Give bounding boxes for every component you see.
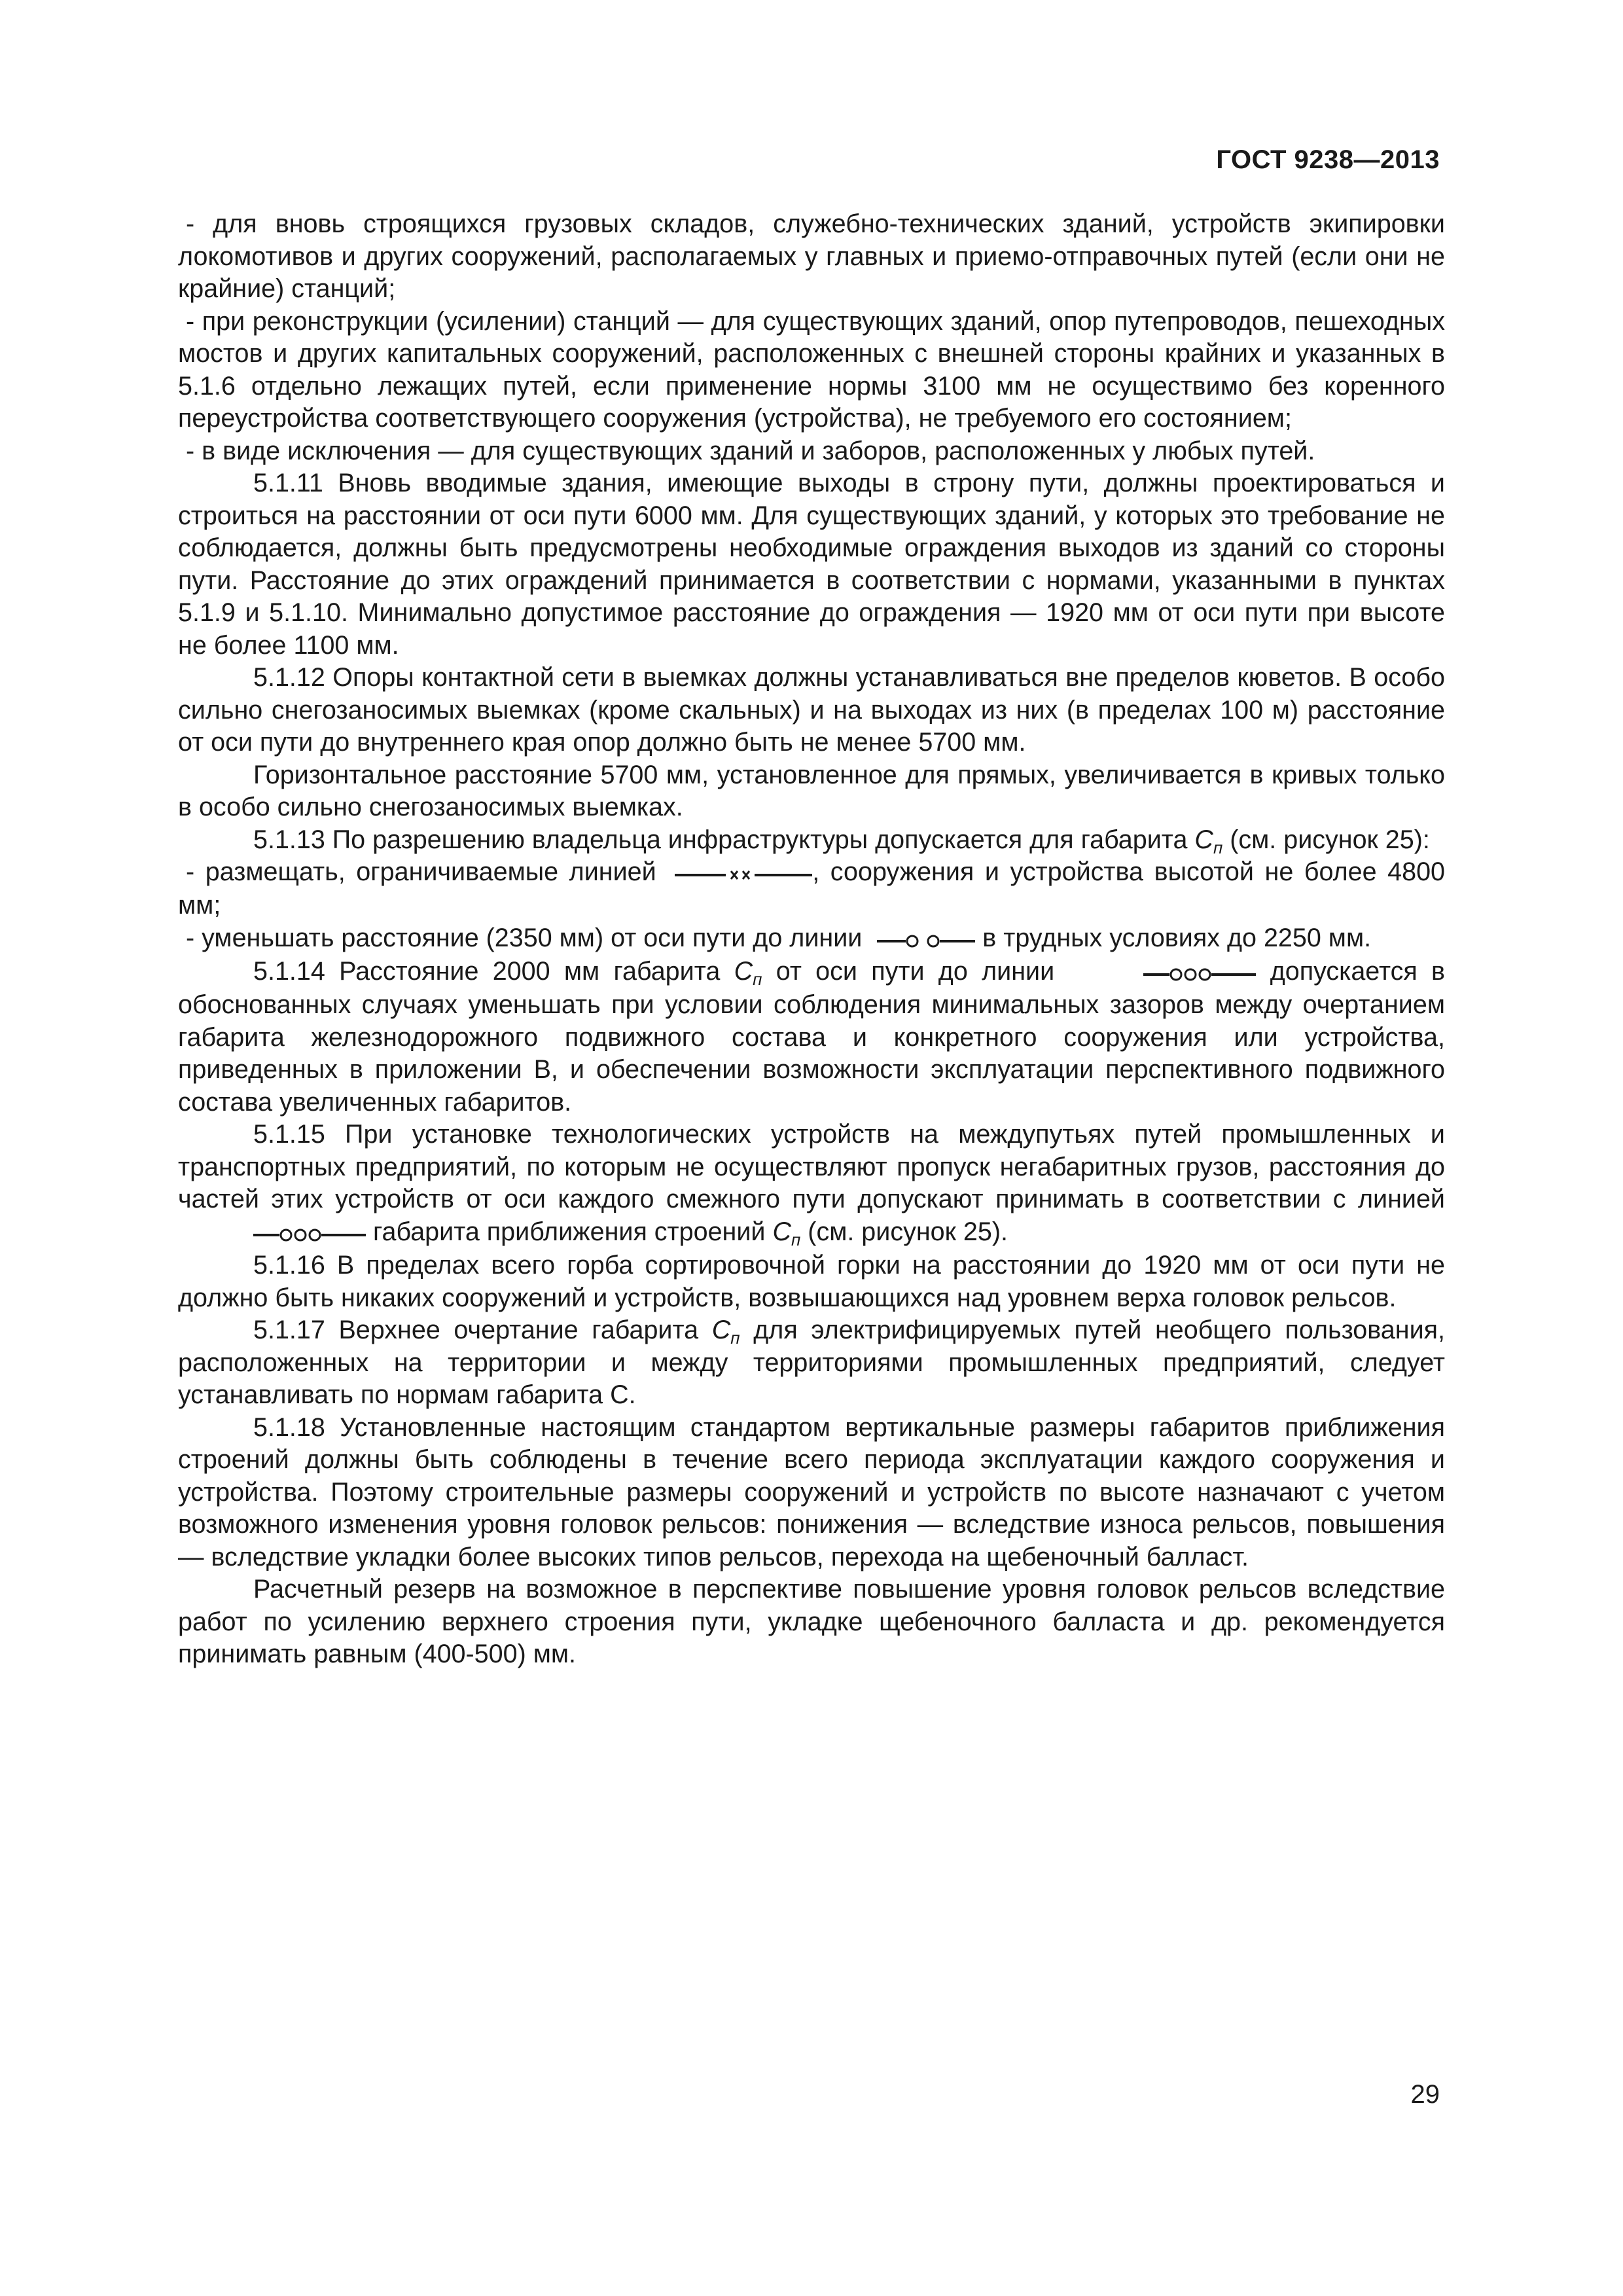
line-with-three-circles-icon — [178, 1217, 366, 1250]
text-run: - уменьшать расстояние (2350 мм) от оси пути до линии — [186, 923, 870, 952]
paragraph: Горизонтальное расстояние 5700 мм, установленное для прямых, увеличивается в кривых только в особо сильно снегозаносимых выемках. — [178, 760, 1445, 821]
line-with-two-circles-icon — [869, 924, 975, 956]
text-run: габарита приближения строений — [366, 1217, 773, 1246]
paragraph — [178, 922, 1445, 956]
text-run: 5.1.14 Расстояние 2000 мм габарита — [253, 957, 734, 986]
text-run: - размещать, ограничиваемые линией — [186, 857, 668, 886]
gabarit-letter: С — [1194, 825, 1213, 854]
paragraph: Расчетный резерв на возможное в перспективе повышение уровня головок рельсов вследствие работ по усилению верхнего строения пути, укладке щебеночного балласта и др. рекомендуется принимать равным (400-500) мм. — [178, 1575, 1445, 1669]
clause-5-1-16: 5.1.16 В пределах всего горба сортировочной горки на расстоянии до 1920 мм от оси пути не должно быть никаких сооружений и устройств, возвышающихся над уровнем верха головок рельсов. — [178, 1251, 1445, 1312]
gabarit-subscript: п — [791, 1229, 801, 1249]
clause-5-1-13 — [178, 824, 1445, 857]
clause-5-1-18: 5.1.18 Установленные настоящим стандартом вертикальные размеры габаритов приближения строений должны быть соблюдены в течение всего периода эксплуатации каждого сооружения и устройства. Поэтому строительные размеры сооружений и устройств по высоте назначают с учетом возможного изменения уровня головок рельсов: понижения — вследствие износа рельсов, повышения — вследствие укладки более высоких типов рельсов, перехода на щебеночный балласт. — [178, 1412, 1445, 1571]
text-run: в трудных условиях до 2250 мм. — [975, 923, 1372, 952]
gabarit-subscript: п — [1213, 837, 1223, 857]
gabarit-letter: С — [734, 957, 753, 986]
clause-5-1-15 — [178, 1119, 1445, 1249]
text-run: допускается в обоснованных случаях уменьшать при условии соблюдения минимальных зазоров между очертанием габарита железнодорожного подвижного состава и конкретного сооружения или устройства, приведенных в приложении В, и обеспечении возможности эксплуатации перспективного подвижного состава увеличенных габаритов. — [178, 957, 1445, 1117]
clause-5-1-14 — [178, 956, 1445, 1119]
text-run: от оси пути до линии — [762, 957, 1069, 986]
text-run: , сооружения и устройства высотой не более 4800 мм; — [178, 857, 1446, 920]
text-run: 5.1.13 По разрешению владельца инфраструктуры допускается для габарита — [253, 825, 1195, 854]
text-run: (см. рисунок 25): — [1222, 825, 1430, 854]
paragraph: - для вновь строящихся грузовых складов, служебно-технических зданий, устройств экипировки локомотивов и других сооружений, располагаемых у главных и приемо-отправочных путей (если они не крайние) станций; — [178, 209, 1445, 303]
document-id: ГОСТ 9238—2013 — [1216, 145, 1440, 174]
line-with-three-circles-icon — [1068, 957, 1256, 990]
gabarit-letter: С — [711, 1316, 731, 1345]
text-run: 5.1.15 При установке технологических устройств на междупутьях путей промышленных и транспортных предприятий, по которым не осуществляют пропуск негабаритных грузов, расстояния до частей этих устройств от оси каждого смежного пути допускают принимать в соответствии с линией — [178, 1120, 1445, 1214]
clause-5-1-17 — [178, 1314, 1445, 1412]
gabarit-subscript: п — [753, 969, 762, 990]
paragraph: - в виде исключения — для существующих зданий и заборов, расположенных у любых путей. — [186, 436, 1315, 465]
gabarit-symbol — [1194, 825, 1223, 857]
gabarit-symbol — [772, 1217, 801, 1249]
gabarit-subscript: п — [730, 1328, 740, 1348]
text-run: 5.1.17 Верхнее очертание габарита — [253, 1316, 712, 1345]
gabarit-letter: С — [772, 1217, 792, 1246]
text-run: (см. рисунок 25). — [800, 1217, 1008, 1246]
gabarit-symbol — [711, 1316, 740, 1348]
line-with-crosses-icon — [667, 857, 812, 890]
document-body — [178, 208, 1445, 1671]
text-run: для электрифицируемых путей необщего пользования, расположенных на территории и между территориями промышленных предприятий, следует устанавливать по нормам габарита С. — [178, 1316, 1445, 1410]
clause-5-1-12: 5.1.12 Опоры контактной сети в выемках должны устанавливаться вне пределов кюветов. В особо сильно снегозаносимых выемках (кроме скальных) и на выходах из них (в пределах 100 м) расстояние от оси пути до внутреннего края опор должно быть не менее 5700 мм. — [178, 663, 1445, 757]
clause-5-1-11: 5.1.11 Вновь вводимые здания, имеющие выходы в строну пути, должны проектироваться и строиться на расстоянии от оси пути 6000 мм. Для существующих зданий, у которых это требование не соблюдается, должны быть предусмотрены необходимые ограждения выходов из зданий со стороны пути. Расстояние до этих ограждений принимается в соответствии с нормами, указанными в пунктах 5.1.9 и 5.1.10. Минимально допустимое расстояние до ограждения — 1920 мм от оси пути при высоте не более 1100 мм. — [178, 469, 1445, 660]
paragraph: - при реконструкции (усилении) станций — для существующих зданий, опор путепроводов, пешеходных мостов и других капитальных сооружений, расположенных с внешней стороны крайних и указанных в 5.1.6 отдельно лежащих путей, если применение нормы 3100 мм не осуществимо без коренного переустройства соответствующего сооружения (устройства), не требуемого его состоянием; — [178, 306, 1445, 433]
page-number: 29 — [1410, 2080, 1440, 2109]
paragraph — [178, 856, 1445, 922]
gabarit-symbol — [734, 957, 762, 990]
